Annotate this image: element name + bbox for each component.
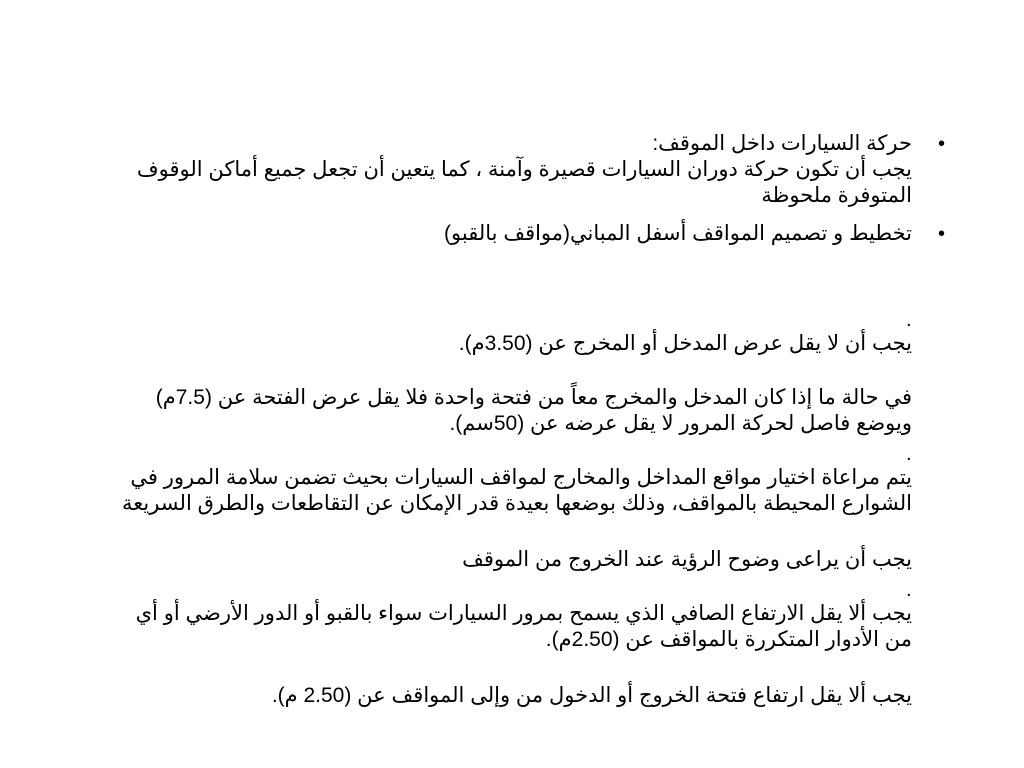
bullet-body-line: يجب أن تكون حركة دوران السيارات قصيرة وآمنة ، كما يتعين أن تجعل جميع أماكن الوقوف	[136, 158, 912, 181]
paragraph-marker: .	[906, 443, 912, 465]
paragraph-line: يجب ألا يقل ارتفاع فتحة الخروج أو الدخول من وإلى المواقف عن (2.50 م).	[271, 684, 912, 707]
paragraph-line: يجب ألا يقل الارتفاع الصافي الذي يسمح بمرور السيارات سواء بالقبو أو الدور الأرضي أو أي	[135, 602, 912, 625]
paragraph-line: يجب أن لا يقل عرض المدخل أو المخرج عن (3.50م).	[458, 332, 912, 355]
paragraph-marker: .	[906, 309, 912, 331]
paragraph-line: من الأدوار المتكررة بالمواقف عن (2.50م).	[545, 628, 912, 651]
bullet-marker: •	[938, 133, 946, 155]
bullet-title-basement-parking: تخطيط و تصميم المواقف أسفل المباني(مواقف بالقبو)	[444, 222, 912, 245]
paragraph-line: ويوضع فاصل لحركة المرور لا يقل عرضه عن (50سم).	[449, 412, 912, 435]
paragraph-line: يجب أن يراعى وضوح الرؤية عند الخروج من الموقف	[462, 548, 912, 571]
paragraph-line: في حالة ما إذا كان المدخل والمخرج معاً من فتحة واحدة فلا يقل عرض الفتحة عن (7.5م)	[155, 386, 912, 409]
paragraph-line: يتم مراعاة اختيار مواقع المداخل والمخارج لمواقف السيارات بحيث تضمن سلامة المرور في	[130, 466, 912, 489]
bullet-body-line: المتوفرة ملحوظة	[761, 184, 912, 207]
bullet-marker: •	[938, 223, 946, 245]
bullet-title-parking-movement: حركة السيارات داخل الموقف:	[652, 132, 912, 155]
paragraph-line: الشوارع المحيطة بالمواقف، وذلك بوضعها بعيدة قدر الإمكان عن التقاطعات والطرق السريعة	[121, 492, 912, 515]
paragraph-marker: .	[906, 579, 912, 601]
